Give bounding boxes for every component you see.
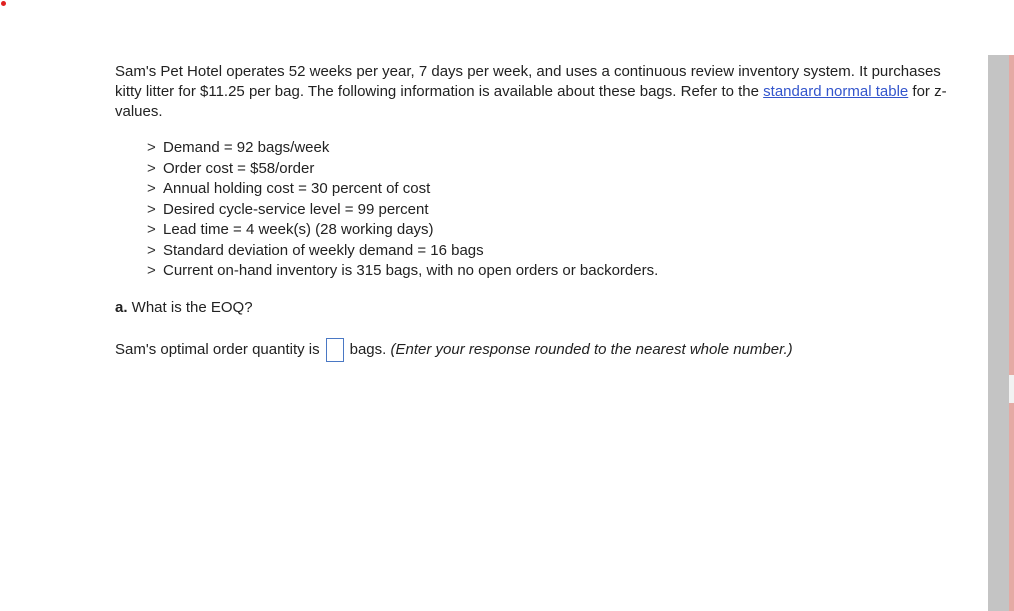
list-item-text: Annual holding cost = 30 percent of cost bbox=[163, 180, 431, 198]
question-prompt bbox=[115, 298, 955, 318]
list-item bbox=[147, 220, 955, 241]
arrow-icon: > bbox=[147, 139, 156, 157]
scrollbar-edge bbox=[1009, 55, 1014, 611]
intro-text: Sam's Pet Hotel operates 52 weeks per year, 7 days per week, and uses a continuous review inventory system. It purchases kitty litter for $11.25 per bag. The following information is available about these bags. Refer to the bbox=[115, 63, 941, 100]
question-content bbox=[115, 62, 955, 362]
answer-line bbox=[115, 338, 955, 362]
list-item bbox=[147, 261, 955, 282]
list-item bbox=[147, 241, 955, 262]
arrow-icon: > bbox=[147, 159, 156, 177]
arrow-icon: > bbox=[147, 221, 156, 239]
list-item-text: Current on-hand inventory is 315 bags, with no open orders or backorders. bbox=[163, 262, 659, 280]
list-item-text: Order cost = $58/order bbox=[163, 159, 315, 177]
status-dot-icon bbox=[1, 1, 6, 6]
list-item bbox=[147, 159, 955, 180]
list-item bbox=[147, 138, 955, 159]
eoq-answer-input[interactable] bbox=[326, 338, 344, 362]
question-label: a. bbox=[115, 298, 128, 316]
arrow-icon: > bbox=[147, 200, 156, 218]
given-info-list bbox=[147, 138, 955, 282]
list-item-text: Demand = 92 bags/week bbox=[163, 139, 330, 157]
answer-prefix: Sam's optimal order quantity is bbox=[115, 340, 320, 358]
question-text: What is the EOQ? bbox=[127, 298, 253, 316]
intro-text-end: for z-values. bbox=[115, 83, 947, 120]
standard-normal-table-link[interactable]: standard normal table bbox=[763, 83, 909, 100]
answer-instruction: (Enter your response rounded to the nearest whole number.) bbox=[390, 340, 793, 358]
arrow-icon: > bbox=[147, 241, 156, 259]
list-item-text: Lead time = 4 week(s) (28 working days) bbox=[163, 221, 434, 239]
vertical-scrollbar[interactable] bbox=[988, 55, 1010, 611]
scrollbar-thumb[interactable] bbox=[1009, 375, 1014, 403]
arrow-icon: > bbox=[147, 262, 156, 280]
intro-paragraph bbox=[115, 62, 955, 122]
list-item-text: Desired cycle-service level = 99 percent bbox=[163, 200, 429, 218]
answer-suffix: bags. bbox=[349, 340, 387, 358]
list-item bbox=[147, 200, 955, 221]
list-item-text: Standard deviation of weekly demand = 16 bags bbox=[163, 241, 484, 259]
list-item bbox=[147, 179, 955, 200]
arrow-icon: > bbox=[147, 180, 156, 198]
